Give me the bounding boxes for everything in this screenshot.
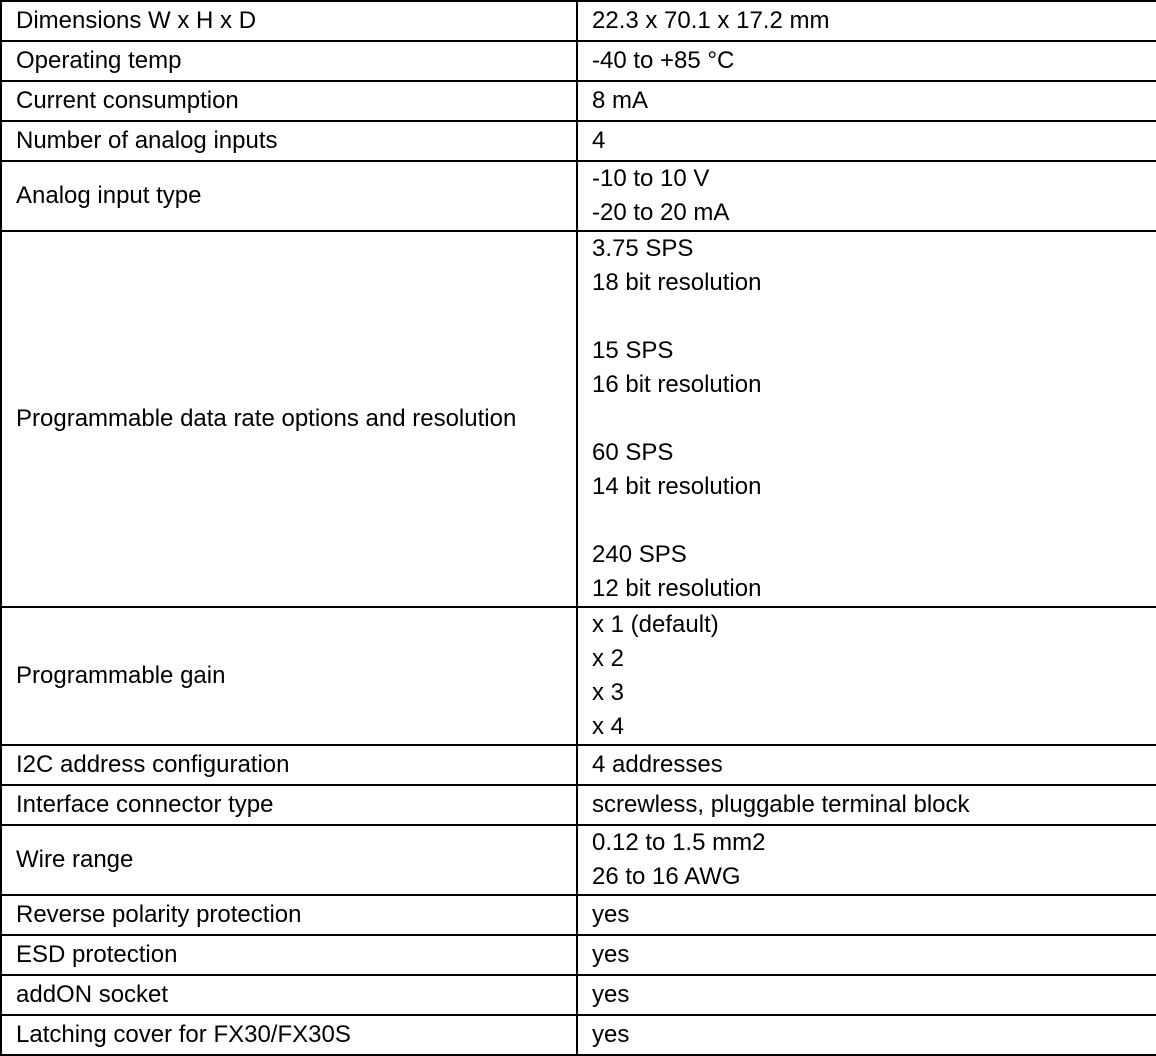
spec-value-line: yes [592,981,630,1008]
spec-value [577,825,1156,895]
spec-row [1,785,1156,825]
spec-row [1,825,1156,895]
blank-line [592,300,1156,334]
spec-row [1,161,1156,231]
spec-row [1,745,1156,785]
blank-line [592,402,1156,436]
spec-label: Interface connector type [1,785,577,825]
spec-label: Operating temp [1,41,577,81]
spec-value-line: yes [592,901,630,928]
spec-value-line: -10 to 10 V [592,165,710,192]
spec-value-line: x 4 [592,713,625,740]
spec-row [1,1,1156,41]
spec-value [577,1015,1156,1055]
spec-value-line: yes [592,1021,630,1048]
blank-line [592,504,1156,538]
spec-row [1,1015,1156,1055]
spec-value [577,1,1156,41]
spec-label: ESD protection [1,935,577,975]
spec-row [1,41,1156,81]
spec-label: Programmable gain [1,607,577,745]
spec-value-line: yes [592,941,630,968]
spec-value-line: 3.75 SPS [592,235,694,262]
spec-value-line: 60 SPS [592,439,674,466]
spec-value-line: 22.3 x 70.1 x 17.2 mm [592,7,830,34]
spec-value-line: 18 bit resolution [592,269,762,296]
spec-value-line: -20 to 20 mA [592,199,730,226]
spec-label: Current consumption [1,81,577,121]
spec-value-line: 26 to 16 AWG [592,863,741,890]
spec-value [577,785,1156,825]
spec-value-line: x 1 (default) [592,611,719,638]
spec-value-line: 0.12 to 1.5 mm2 [592,829,766,856]
spec-value [577,607,1156,745]
spec-value-line: 16 bit resolution [592,371,762,398]
spec-value-line: 15 SPS [592,337,674,364]
spec-label: Number of analog inputs [1,121,577,161]
spec-value [577,231,1156,607]
spec-row [1,975,1156,1015]
spec-label: Reverse polarity protection [1,895,577,935]
spec-value [577,41,1156,81]
spec-value [577,935,1156,975]
spec-label: Dimensions W x H x D [1,1,577,41]
spec-value [577,895,1156,935]
spec-label: I2C address configuration [1,745,577,785]
spec-value-line: 12 bit resolution [592,575,762,602]
spec-label: Latching cover for FX30/FX30S [1,1015,577,1055]
spec-row [1,935,1156,975]
spec-label: Wire range [1,825,577,895]
spec-row [1,81,1156,121]
spec-value [577,121,1156,161]
spec-value-line: 8 mA [592,87,649,114]
spec-value-line: 240 SPS [592,541,687,568]
specifications-table-body [1,1,1156,1055]
spec-value [577,975,1156,1015]
spec-label: Analog input type [1,161,577,231]
spec-label: Programmable data rate options and resolution [1,231,577,607]
spec-value [577,81,1156,121]
spec-row [1,121,1156,161]
spec-value-line: x 2 [592,645,625,672]
spec-row [1,895,1156,935]
spec-value [577,745,1156,785]
spec-value-line: 4 addresses [592,751,723,778]
spec-value [577,161,1156,231]
spec-label: addON socket [1,975,577,1015]
spec-value-line: screwless, pluggable terminal block [592,791,970,818]
spec-value-line: x 3 [592,679,625,706]
spec-value-line: 4 [592,127,606,154]
spec-value-line: -40 to +85 °C [592,47,735,74]
spec-row [1,607,1156,745]
spec-row [1,231,1156,607]
spec-value-line: 14 bit resolution [592,473,762,500]
